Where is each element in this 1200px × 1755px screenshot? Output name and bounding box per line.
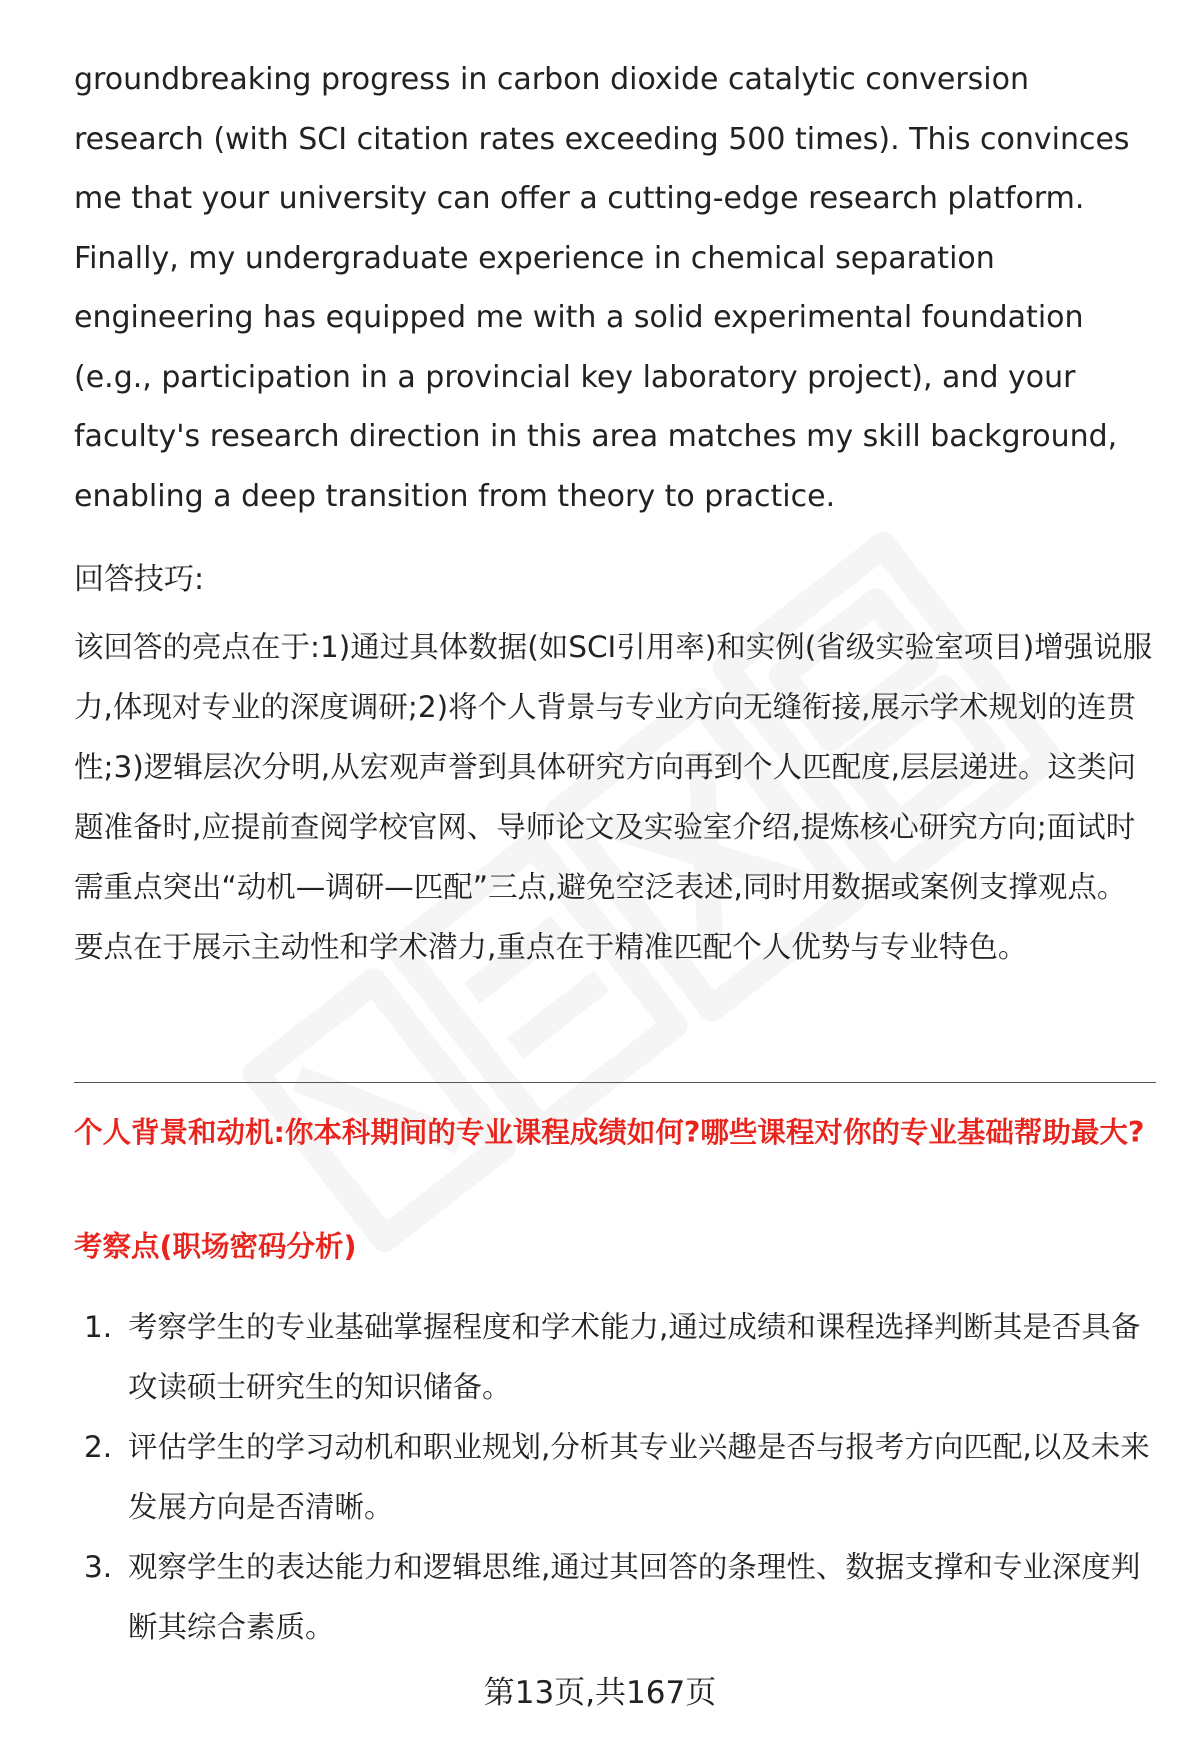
page-number-footer: 第13页,共167页 — [483, 1675, 717, 1711]
analysis-point — [74, 1297, 1154, 1417]
analysis-point-text: 观察学生的表达能力和逻辑思维,通过其回答的条理性、数据支撑和专业深度判断其综合素质。 — [128, 1550, 1141, 1644]
answer-tips-label: 回答技巧: — [74, 562, 205, 597]
analysis-point-number: 2. — [84, 1430, 113, 1464]
analysis-point-number: 1. — [84, 1310, 113, 1344]
answer-tips-paragraph: 该回答的亮点在于:1)通过具体数据(如SCI引用率)和实例(省级实验室项目)增强说服力,体现对专业的深度调研;2)将个人背景与专业方向无缝衔接,展示学术规划的连贯性;3)逻辑层次分明,从宏观声誉到具体研究方向再到个人匹配度,层层递进。这类问题准备时,应提前查阅学校官网、导师论文及实验室介绍,提炼核心研究方向;面试时需重点突出“动机—调研—匹配”三点,避免空泛表述,同时用数据或案例支撑观点。要点在于展示主动性和学术潜力,重点在于精准匹配个人优势与专业特色。 — [74, 630, 1153, 964]
analysis-heading: 考察点(职场密码分析) — [74, 1230, 357, 1263]
section-divider — [74, 1082, 1156, 1083]
english-answer-paragraph: groundbreaking progress in carbon dioxide catalytic conversion research (with SCI citation rates exceeding 500 times). This convinces me that your university can offer a cutting-edge research platform. Finally, my undergraduate experience in chemical separation engineering has equipped me with a solid experimental foundation (e.g., participation in a provincial key laboratory project), and your faculty's research direction in this area matches my skill background, enabling a deep transition from theory to practice. — [74, 62, 1130, 514]
analysis-point-list — [74, 1297, 1154, 1657]
analysis-point-number: 3. — [84, 1550, 113, 1584]
analysis-point — [74, 1417, 1154, 1537]
question-heading: 个人背景和动机:你本科期间的专业课程成绩如何?哪些课程对你的专业基础帮助最大? — [74, 1116, 1145, 1149]
analysis-point-text: 考察学生的专业基础掌握程度和学术能力,通过成绩和课程选择判断其是否具备攻读硕士研究生的知识储备。 — [128, 1310, 1141, 1404]
analysis-point — [74, 1537, 1154, 1657]
analysis-point-text: 评估学生的学习动机和职业规划,分析其专业兴趣是否与报考方向匹配,以及未来发展方向是否清晰。 — [128, 1430, 1150, 1524]
